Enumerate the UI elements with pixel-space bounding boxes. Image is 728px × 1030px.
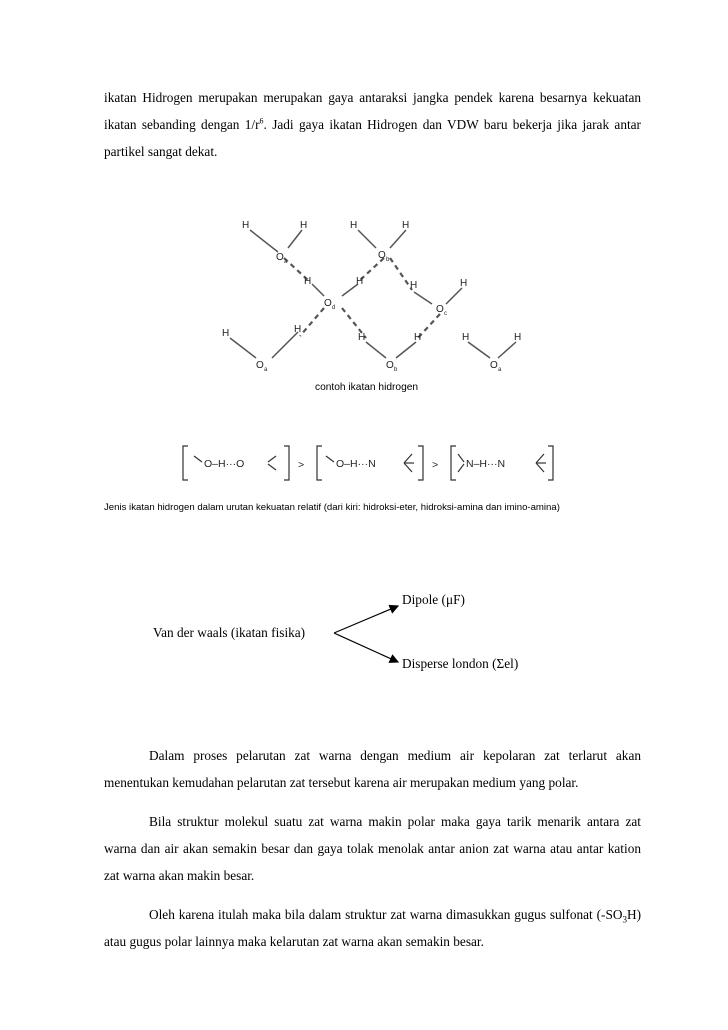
branch-london-label: Disperse london (Σel) bbox=[402, 656, 519, 671]
vdw-branch-arrows bbox=[330, 600, 402, 670]
greater-than-sign: > bbox=[298, 459, 305, 471]
figure1-caption: contoh ikatan hidrogen bbox=[315, 382, 419, 393]
atom-o: O bbox=[436, 304, 444, 315]
atom-h: H bbox=[242, 220, 250, 231]
bond-hydroxy-ether: O–H···O bbox=[204, 458, 245, 470]
bond-imino-amine: N–H···N bbox=[466, 458, 506, 470]
atom-h: H bbox=[294, 324, 302, 335]
atom-h: H bbox=[402, 220, 410, 231]
atom-h: H bbox=[410, 280, 418, 291]
sulfonate-subscript: 3 bbox=[622, 914, 627, 925]
svg-text:a: a bbox=[264, 367, 268, 373]
atom-o: O bbox=[490, 360, 498, 371]
atom-h: H bbox=[358, 332, 366, 343]
branch-dipole-label: Dipole (μF) bbox=[402, 592, 465, 607]
atom-h: H bbox=[304, 276, 312, 287]
intro-line-2b: . Jadi gaya ikatan Hidrogen dan VDW baru bekerja bbox=[263, 117, 552, 132]
hydrogen-bond-network-diagram bbox=[200, 208, 540, 378]
atom-h: H bbox=[514, 332, 522, 343]
body-paragraph-3a: Oleh karena itulah maka bila dalam struktur zat warna dimasukkan gugus sulfonat (-SO bbox=[149, 907, 623, 922]
intro-exponent: 6 bbox=[259, 116, 264, 126]
svg-text:c: c bbox=[444, 311, 447, 317]
atom-h: H bbox=[356, 276, 364, 287]
atom-h: H bbox=[462, 332, 470, 343]
arrow-to-london bbox=[334, 633, 398, 662]
vdw-root-label: Van der waals (ikatan fisika) bbox=[153, 625, 306, 640]
atom-o: O bbox=[386, 360, 394, 371]
svg-text:b: b bbox=[394, 367, 398, 373]
hydrogen-bond-types-diagram bbox=[180, 444, 560, 484]
intro-line-3: jika jarak antar partikel sangat dekat. bbox=[104, 117, 641, 159]
body-paragraph-3b: H) atau gugus polar lainnya maka kelarutan zat warna akan semakin besar. bbox=[104, 907, 641, 949]
intro-line-2a: kekuatan ikatan sebanding dengan 1/r bbox=[104, 90, 641, 132]
atom-h: H bbox=[414, 332, 422, 343]
svg-text:a: a bbox=[498, 367, 502, 373]
greater-than-sign: > bbox=[432, 459, 439, 471]
figure2-caption: Jenis ikatan hidrogen dalam urutan kekuatan relatif (dari kiri: hidroksi-eter, hidroksi-amina dan imino-amina) bbox=[104, 502, 560, 513]
intro-paragraph bbox=[104, 84, 641, 165]
atom-o: O bbox=[324, 298, 332, 309]
atom-h: H bbox=[460, 278, 468, 289]
atom-o: O bbox=[378, 250, 386, 261]
body-paragraph-3 bbox=[104, 901, 641, 955]
atom-o: O bbox=[256, 360, 264, 371]
atom-o: O bbox=[276, 252, 284, 263]
svg-text:b: b bbox=[386, 257, 390, 263]
atom-h: H bbox=[222, 328, 230, 339]
body-paragraph-1: Dalam proses pelarutan zat warna dengan medium air kepolaran zat terlarut akan menentukan kemudahan pelarutan zat tersebut karena air merupakan medium yang polar. bbox=[104, 748, 641, 790]
bond-hydroxy-amine: O–H···N bbox=[336, 458, 376, 470]
svg-text:a: a bbox=[284, 259, 288, 265]
body-paragraph-2: Bila struktur molekul suatu zat warna makin polar maka gaya tarik menarik antara zat warna dan air akan semakin besar dan gaya tolak menolak antar anion zat warna atau antar kation zat warna akan makin besar. bbox=[104, 814, 641, 883]
atom-h: H bbox=[300, 220, 308, 231]
svg-text:d: d bbox=[332, 305, 336, 311]
intro-line-1: ikatan Hidrogen merupakan merupakan gaya antaraksi jangka pendek karena besarnya bbox=[104, 90, 588, 105]
atom-h: H bbox=[350, 220, 358, 231]
arrow-to-dipole bbox=[334, 606, 398, 633]
